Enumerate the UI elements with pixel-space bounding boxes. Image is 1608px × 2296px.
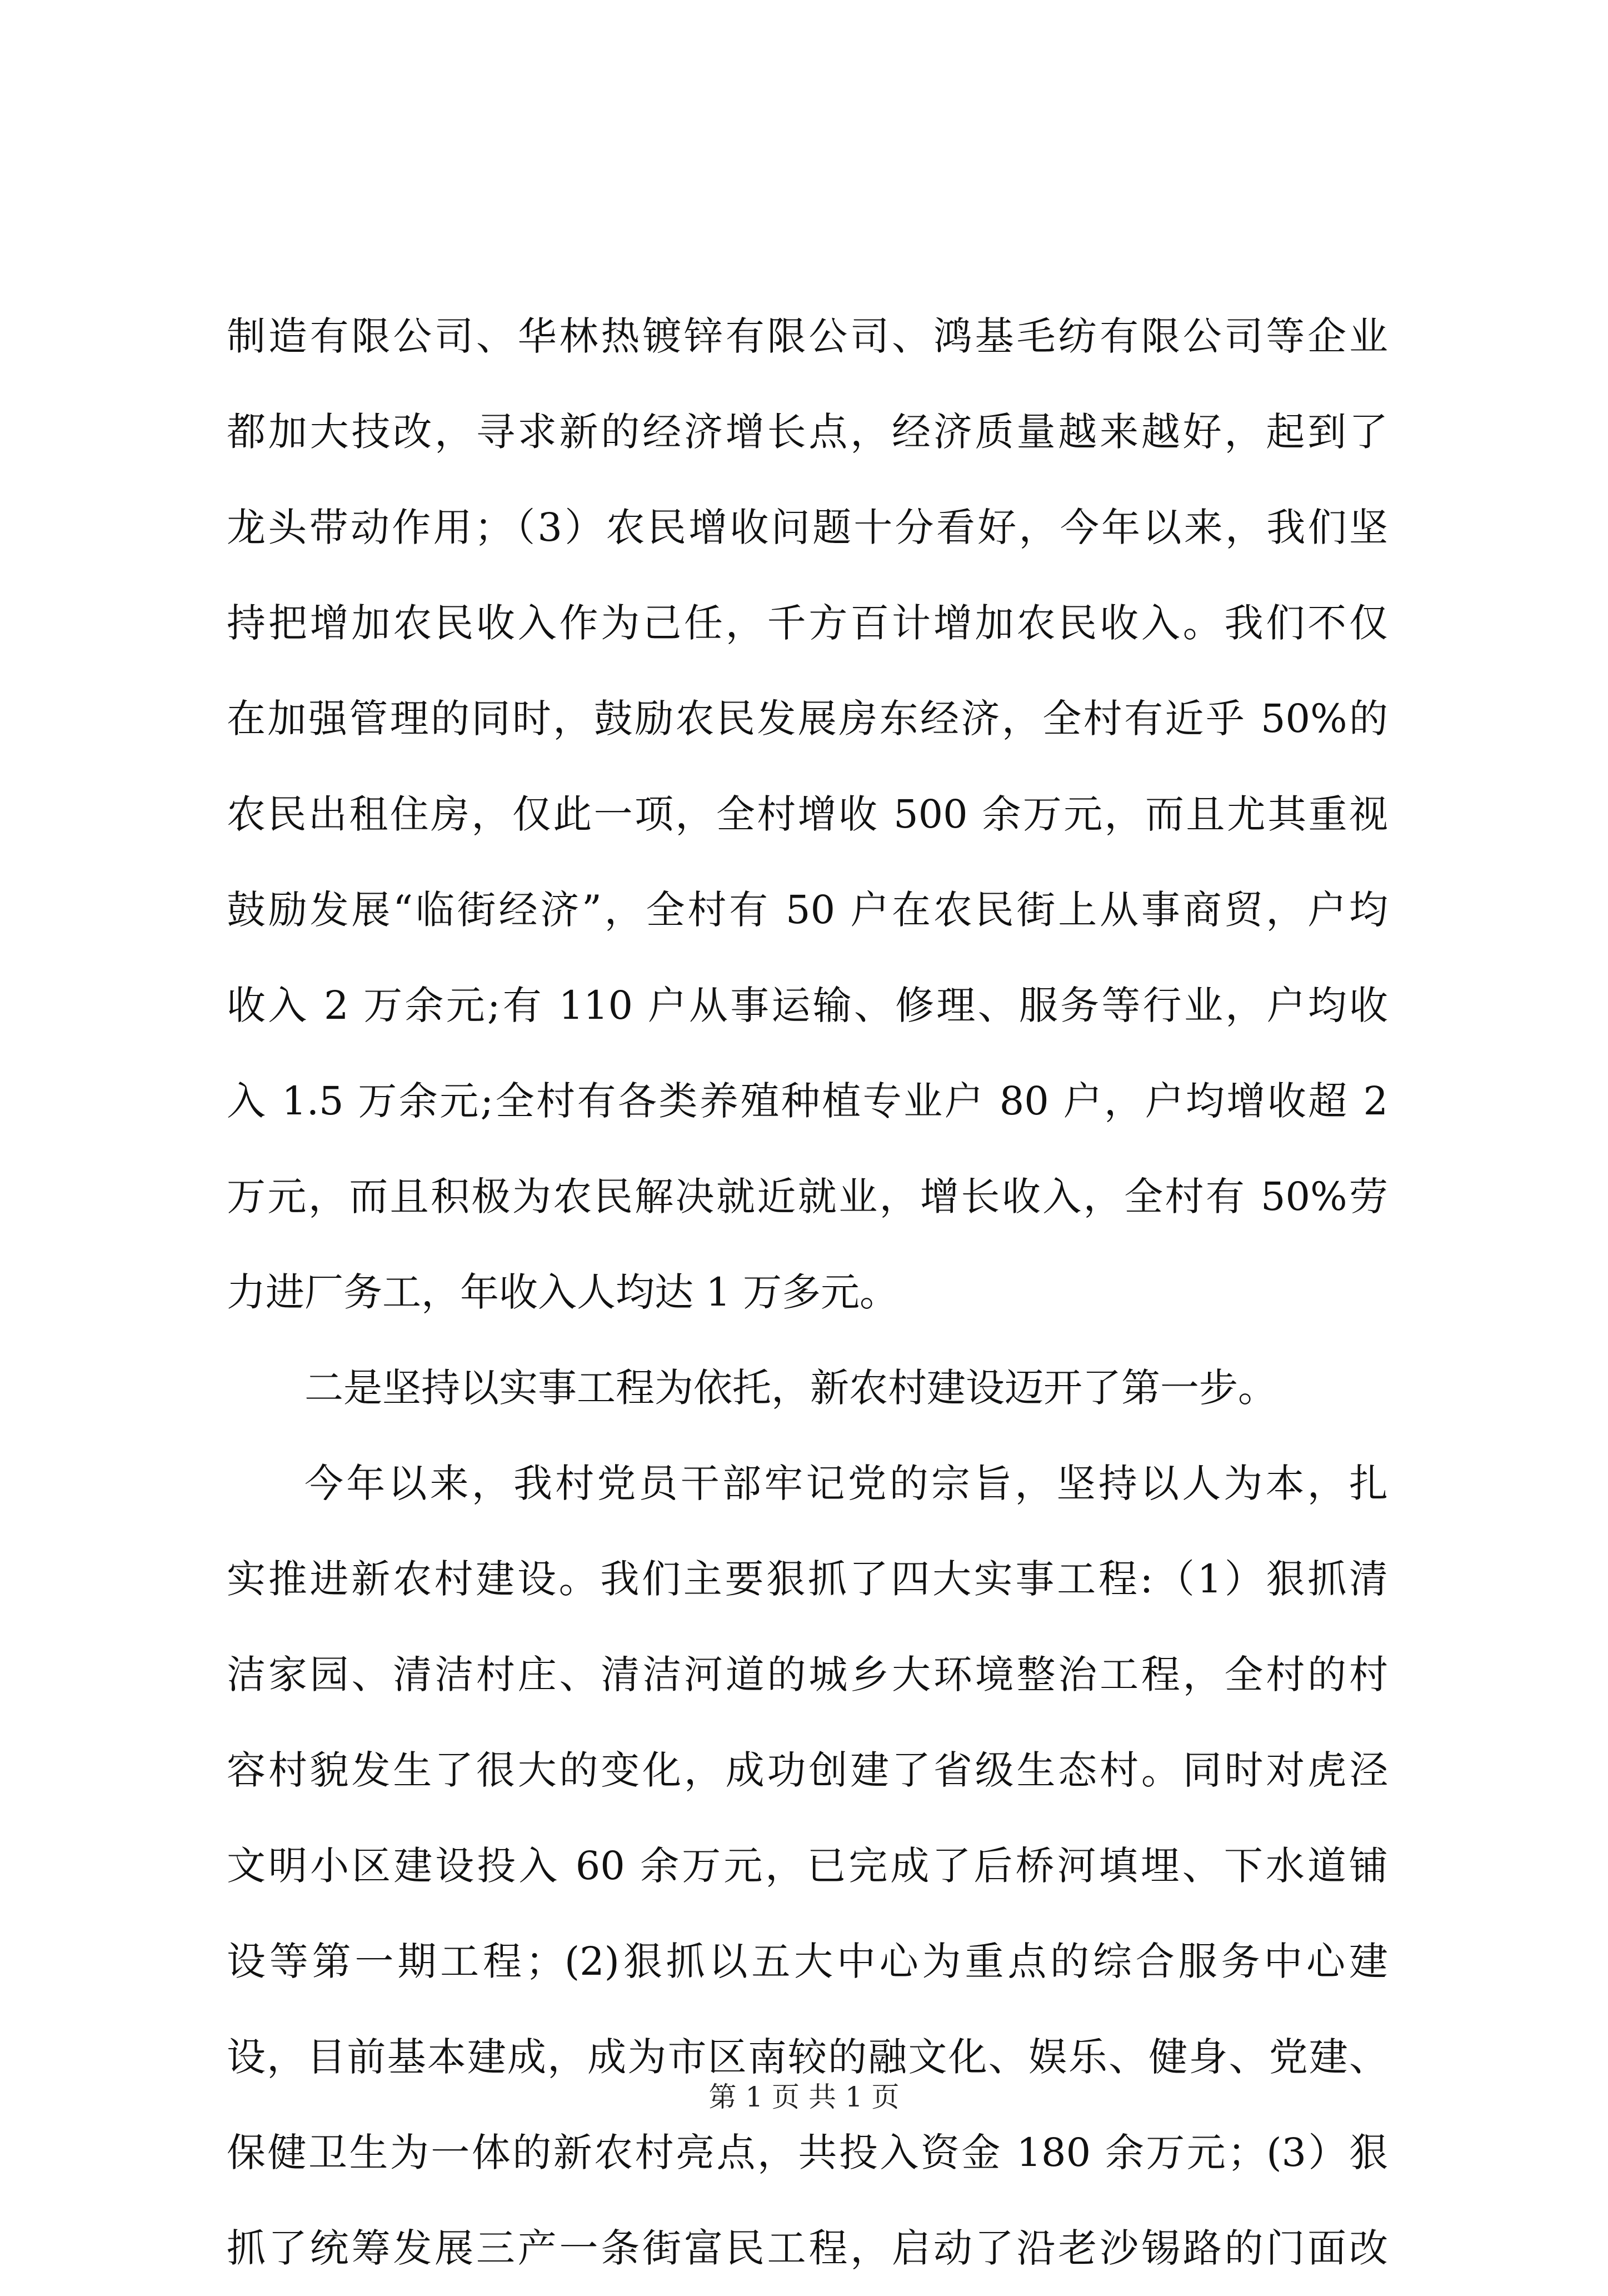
text-line: 设，目前基本建成，成为市区南较的融文化、娱乐、健身、党建、 <box>227 2034 1388 2080</box>
text-line: 抓了统筹发展三产一条街富民工程，启动了沿老沙锡路的门面改 <box>227 2225 1388 2271</box>
text-line: 设等第一期工程；(2)狠抓以五大中心为重点的综合服务中心建 <box>227 1939 1388 1984</box>
page-footer: 第 1 页 共 1 页 <box>708 2081 900 2113</box>
text-line: 在加强管理的同时，鼓励农民发展房东经济，全村有近乎 50%的 <box>227 696 1388 741</box>
text-line: 持把增加农民收入作为己任，千方百计增加农民收入。我们不仅 <box>227 600 1388 646</box>
section-heading-line: 二是坚持以实事工程为依托，新农村建设迈开了第一步。 <box>304 1365 1277 1411</box>
text-line: 鼓励发展“临街经济”，全村有 50 户在农民街上从事商贸，户均 <box>227 887 1388 933</box>
text-line: 入 1.5 万余元;全村有各类养殖种植专业户 80 户，户均增收超 2 <box>227 1078 1388 1124</box>
text-line: 制造有限公司、华林热镀锌有限公司、鸿基毛纺有限公司等企业 <box>227 313 1388 359</box>
text-line: 保健卫生为一体的新农村亮点，共投入资金 180 余万元；(3）狠 <box>227 2130 1388 2175</box>
text-line: 容村貌发生了很大的变化，成功创建了省级生态村。同时对虎泾 <box>227 1747 1388 1793</box>
text-line: 都加大技改，寻求新的经济增长点，经济质量越来越好，起到了 <box>227 409 1388 455</box>
text-line: 实推进新农村建设。我们主要狠抓了四大实事工程:（1）狠抓清 <box>227 1556 1388 1602</box>
document-body <box>227 288 1388 2296</box>
text-line: 龙头带动作用；（3）农民增收问题十分看好，今年以来，我们坚 <box>227 505 1388 550</box>
text-line: 洁家园、清洁村庄、清洁河道的城乡大环境整治工程，全村的村 <box>227 1652 1388 1697</box>
paragraph-start-line: 今年以来，我村党员干部牢记党的宗旨，坚持以人为本，扎 <box>304 1461 1388 1506</box>
text-line: 收入 2 万余元;有 110 户从事运输、修理、服务等行业，户均收 <box>227 983 1388 1028</box>
paragraph-end-line: 力进厂务工，年收入人均达 1 万多元。 <box>227 1269 899 1315</box>
text-line: 农民出租住房，仅此一项，全村增收 500 余万元，而且尤其重视 <box>227 791 1388 837</box>
text-line: 文明小区建设投入 60 余万元，已完成了后桥河填埋、下水道铺 <box>227 1843 1388 1889</box>
text-line: 万元，而且积极为农民解决就近就业，增长收入，全村有 50%劳 <box>227 1174 1388 1219</box>
